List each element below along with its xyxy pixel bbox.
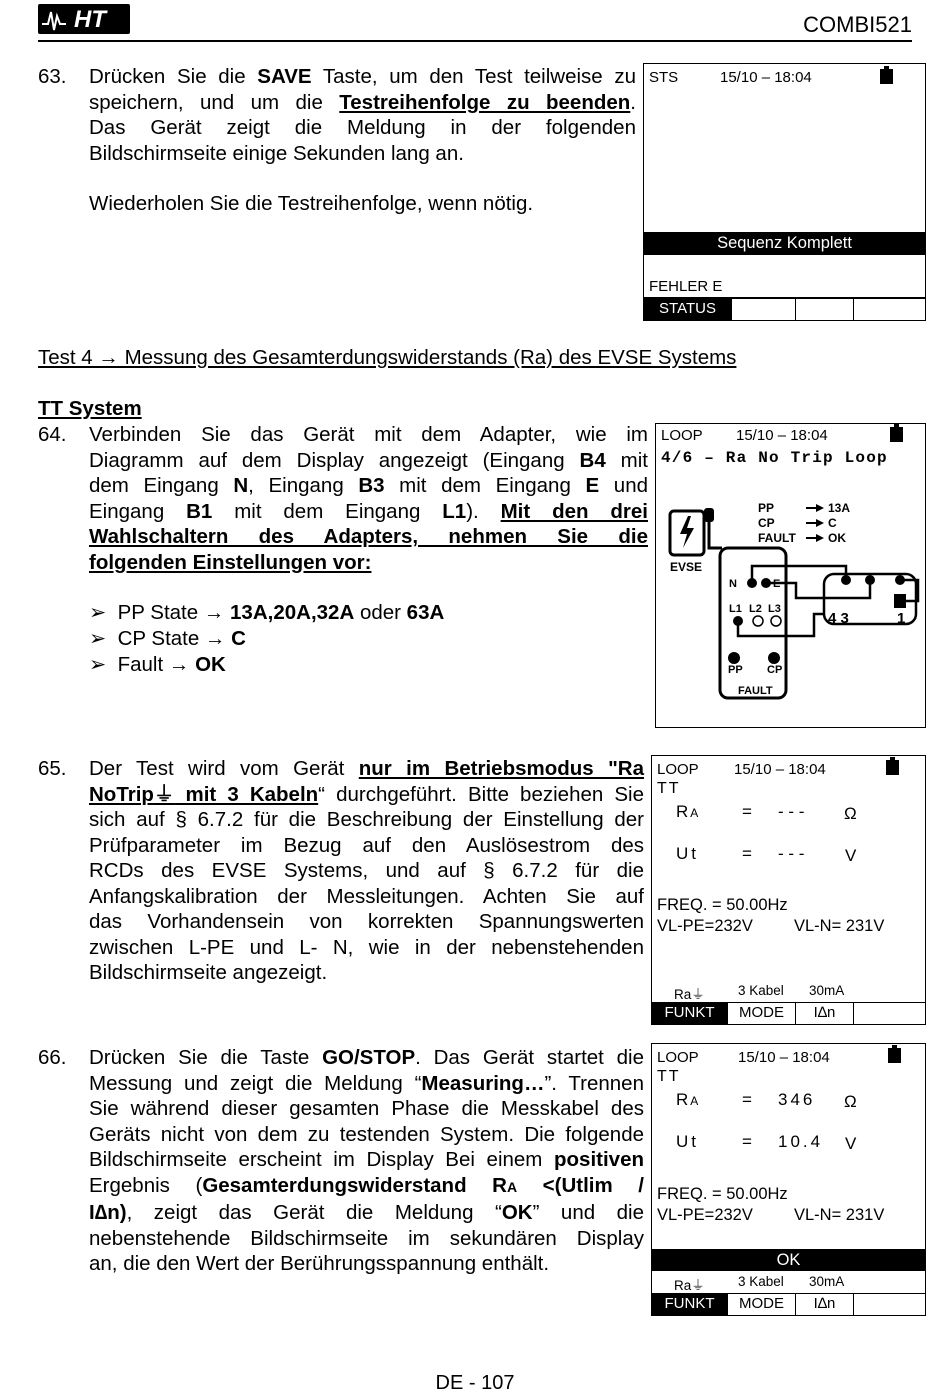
frequency-readout: FREQ. = 50.00Hz xyxy=(657,896,788,914)
earth-symbol-icon: ⏚ xyxy=(691,1278,705,1293)
arrow-bullet-icon: ➢ xyxy=(89,601,107,624)
vlpe-readout: VL-PE=232V xyxy=(657,917,753,935)
label-fault: FAULT xyxy=(758,531,796,545)
ra-value: - - - xyxy=(778,802,805,821)
param-ra: Ra⏚ xyxy=(674,987,705,1002)
screen-mode: LOOP xyxy=(657,1049,699,1066)
softkey-mode[interactable]: MODE xyxy=(728,1003,796,1024)
earth-symbol-icon: ⏚ xyxy=(153,782,175,806)
label-e: E xyxy=(773,578,781,590)
battery-icon xyxy=(880,69,893,84)
system-type: TT xyxy=(657,780,681,797)
ut-equals: = xyxy=(742,1132,752,1151)
ra-label: R A xyxy=(676,1090,699,1109)
param-ra: Ra⏚ xyxy=(674,1278,705,1293)
vln-readout: VL-N= 231V xyxy=(794,917,885,935)
screen-datetime: 15/10 – 18:04 xyxy=(734,761,826,778)
bullet-pp-state: ➢ PP State → 13A,20A,32A oder 63A xyxy=(89,601,445,624)
sequence-step-line: 4/6 – Ra No Trip Loop xyxy=(661,449,888,467)
ra-equals: = xyxy=(742,1090,752,1109)
label-l3: L3 xyxy=(768,603,781,615)
brand-logo xyxy=(38,4,130,34)
step-number-65: 65. xyxy=(38,757,67,780)
param-current: 30mA xyxy=(809,1274,845,1289)
step-63-text: Drücken Sie die SAVE Taste, um den Test teilweise zu speichern, und um die Testreihenfolge zu beenden. Das Gerät zeigt die Meldung in der folgenden Bildschirmseite einige Sekunden lang an. Wiederholen Sie die Testreihenfolge, wenn nötig. xyxy=(89,65,636,215)
softkey-idn[interactable]: I∆n xyxy=(796,1003,854,1024)
display-screen-wiring-diagram xyxy=(655,423,926,728)
screen-datetime: 15/10 – 18:04 xyxy=(736,427,828,444)
softkey-funkt[interactable]: FUNKT xyxy=(652,1003,728,1024)
sequence-complete-message: Sequenz Komplett xyxy=(644,232,925,255)
error-label: FEHLER E xyxy=(649,278,723,295)
ut-label: Ut xyxy=(676,1132,699,1151)
ut-equals: = xyxy=(742,844,752,863)
bullet-cp-state: ➢ CP State → C xyxy=(89,627,246,650)
page-number: DE - 107 xyxy=(435,1372,515,1394)
softkey-2[interactable] xyxy=(732,299,796,320)
section-subheading: TT System xyxy=(38,397,142,420)
step-number-66: 66. xyxy=(38,1046,67,1069)
result-ok-message: OK xyxy=(652,1249,925,1271)
document-title: COMBI521 xyxy=(803,12,912,37)
softkey-4[interactable] xyxy=(854,299,925,320)
display-screen-loop-result xyxy=(651,1043,926,1316)
frequency-readout: FREQ. = 50.00Hz xyxy=(657,1185,788,1203)
softkey-bar xyxy=(644,298,925,320)
screen-mode: LOOP xyxy=(657,761,699,778)
label-pp-knob: PP xyxy=(728,664,743,676)
label-cp-knob: CP xyxy=(767,664,783,676)
arrow-bullet-icon: ➢ xyxy=(89,653,107,676)
logo-text: HT xyxy=(74,6,106,33)
label-n: N xyxy=(729,578,737,590)
screen-mode: STS xyxy=(649,69,679,86)
softkey-bar xyxy=(652,1002,925,1024)
ra-label: R A xyxy=(676,802,699,821)
battery-icon xyxy=(886,760,899,775)
screen-datetime: 15/10 – 18:04 xyxy=(720,69,812,86)
label-fault-knob: FAULT xyxy=(738,685,773,697)
display-screen-loop-initial xyxy=(651,755,926,1025)
ut-value: 10.4 xyxy=(778,1132,824,1151)
softkey-4[interactable] xyxy=(854,1003,925,1024)
system-type: TT xyxy=(657,1068,681,1085)
vln-readout: VL-N= 231V xyxy=(794,1206,885,1224)
label-evse: EVSE xyxy=(670,560,703,574)
vlpe-readout: VL-PE=232V xyxy=(657,1206,753,1224)
step-64-text: Verbinden Sie das Gerät mit dem Adapter, wie im Diagramm auf dem Display angezeigt (Eingang B4 mit dem Eingang N, Eingang B3 mit dem Eingang E und Eingang B1 mit dem Eingang L1). Mit den drei Wahlschaltern des Adapters, nehmen Sie die folgenden Einstellungen vor: xyxy=(89,423,648,574)
step-number-64: 64. xyxy=(38,423,67,446)
ut-unit: V xyxy=(845,846,857,865)
value-pp: 13A xyxy=(828,501,851,515)
step-66-text: Drücken Sie die Taste GO/STOP. Das Gerät startet die Messung und zeigt die Meldung “Measuring…”. Trennen Sie während dieser gesamten Phase die Messkabel des Geräts nicht von dem zu testenden System. Die folgende Bildschirmseite erscheint im Display Bei einem positiven Ergebnis (Gesamterdungswiderstand RA <(Utlim / I∆n), zeigt das Gerät die Meldung “OK” und die nebenstehende Bildschirmseite im sekundären Display an, die den Wert der Berührungsspannung enthält. xyxy=(89,1046,645,1275)
ut-label: Ut xyxy=(676,844,699,863)
ra-equals: = xyxy=(742,802,752,821)
param-wires: 3 Kabel xyxy=(738,983,784,998)
softkey-funkt[interactable]: FUNKT xyxy=(652,1294,728,1315)
label-input-1: 1 xyxy=(897,610,906,627)
step-65-text: Der Test wird vom Gerät nur im Betriebsmodus "Ra NoTrip⏚ mit 3 Kabeln“ durchgeführt. Bitte beziehen Sie sich auf § 6.7.2 für die Beschreibung der Einstellung der Prüfparameter im Bezug auf den Auslösestrom des RCDs des EVSE Systems, und auf § 6.7.2 für die Anfangskalibration der Messleitungen. Achten Sie auf das Vorhandensein von korrekten Spannungswerten zwischen L-PE und L- N, wie in der nebenstehenden Bildschirmseite angezeigt. xyxy=(89,757,644,984)
wiring-diagram xyxy=(656,486,924,726)
header-rule xyxy=(38,40,912,42)
label-pp: PP xyxy=(758,501,775,515)
ra-unit: Ω xyxy=(844,1092,857,1111)
battery-icon xyxy=(890,427,903,442)
param-wires: 3 Kabel xyxy=(738,1274,784,1289)
value-fault: OK xyxy=(828,531,846,545)
display-screen-sequence-complete xyxy=(643,63,926,321)
label-l2: L2 xyxy=(749,603,762,615)
label-cp: CP xyxy=(758,516,775,530)
section-heading: Test 4 → Messung des Gesamterdungswiderstands (Ra) des EVSE Systems xyxy=(38,346,737,369)
ut-unit: V xyxy=(845,1134,857,1153)
label-l1: L1 xyxy=(729,603,742,615)
screen-datetime: 15/10 – 18:04 xyxy=(738,1049,830,1066)
softkey-bar xyxy=(652,1293,925,1315)
ut-value: - - - xyxy=(778,844,805,863)
param-current: 30mA xyxy=(809,983,845,998)
ra-value: 346 xyxy=(778,1090,816,1109)
step-number-63: 63. xyxy=(38,65,67,88)
softkey-4[interactable] xyxy=(854,1294,925,1315)
value-cp: C xyxy=(828,516,837,530)
bullet-fault: ➢ Fault → OK xyxy=(89,653,226,676)
ra-unit: Ω xyxy=(844,804,857,823)
softkey-3[interactable] xyxy=(796,299,854,320)
battery-icon xyxy=(888,1048,901,1063)
softkey-status[interactable]: STATUS xyxy=(644,299,732,320)
label-inputs-4-3: 4 3 xyxy=(828,610,849,627)
screen-mode: LOOP xyxy=(661,427,703,444)
softkey-idn[interactable]: I∆n xyxy=(796,1294,854,1315)
softkey-mode[interactable]: MODE xyxy=(728,1294,796,1315)
lightning-icon xyxy=(680,516,694,548)
earth-symbol-icon: ⏚ xyxy=(691,987,705,1002)
arrow-bullet-icon: ➢ xyxy=(89,627,107,650)
